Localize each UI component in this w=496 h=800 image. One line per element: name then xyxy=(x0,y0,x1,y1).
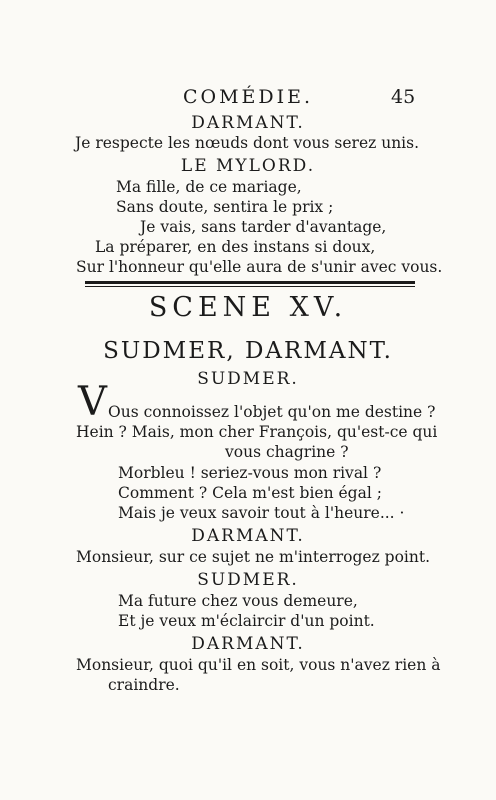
verse-line: Ma fille, de ce mariage, xyxy=(116,178,302,196)
verse-line: Hein ? Mais, mon cher François, qu'est-ce qui xyxy=(76,423,438,441)
verse-line: Comment ? Cela m'est bien égal ; xyxy=(118,484,382,502)
verse-line: Sur l'honneur qu'elle aura de s'unir avec vous. xyxy=(76,258,443,276)
verse-line: Je vais, sans tarder d'avantage, xyxy=(140,218,387,236)
page-number: 45 xyxy=(391,86,416,108)
scene-characters: SUDMER, DARMANT. xyxy=(103,338,393,364)
verse-line: Monsieur, quoi qu'il en soit, vous n'avez rien à xyxy=(76,656,441,674)
scene-divider-rule-thin xyxy=(85,286,415,287)
speaker-darmant: DARMANT. xyxy=(191,113,305,133)
verse-line: Ma future chez vous demeure, xyxy=(118,592,358,610)
verse-line: Mais je veux savoir tout à l'heure... · xyxy=(118,504,405,522)
verse-line: Sans doute, sentira le prix ; xyxy=(116,198,334,216)
verse-line: Morbleu ! seriez-vous mon rival ? xyxy=(118,464,382,482)
verse-line: Et je veux m'éclaircir d'un point. xyxy=(118,612,375,630)
speaker-darmant: DARMANT. xyxy=(191,526,305,546)
running-title: COMÉDIE. xyxy=(182,86,314,108)
verse-line: Je respecte les nœuds dont vous serez unis. xyxy=(75,134,420,152)
speaker-sudmer: SUDMER. xyxy=(197,369,299,389)
verse-line: craindre. xyxy=(108,676,180,694)
speaker-darmant: DARMANT. xyxy=(191,634,305,654)
scene-divider-rule xyxy=(85,281,415,284)
drop-capital: V xyxy=(78,379,107,425)
speaker-sudmer: SUDMER. xyxy=(197,570,299,590)
verse-line: vous chagrine ? xyxy=(225,443,349,461)
verse-line: Monsieur, sur ce sujet ne m'interrogez point. xyxy=(76,548,431,566)
speaker-le-mylord: LE MYLORD. xyxy=(180,156,316,176)
verse-line: La préparer, en des instans si doux, xyxy=(95,238,376,256)
verse-line: Ous connoissez l'objet qu'on me destine ? xyxy=(108,403,436,421)
scene-title: SCENE XV. xyxy=(148,292,348,323)
